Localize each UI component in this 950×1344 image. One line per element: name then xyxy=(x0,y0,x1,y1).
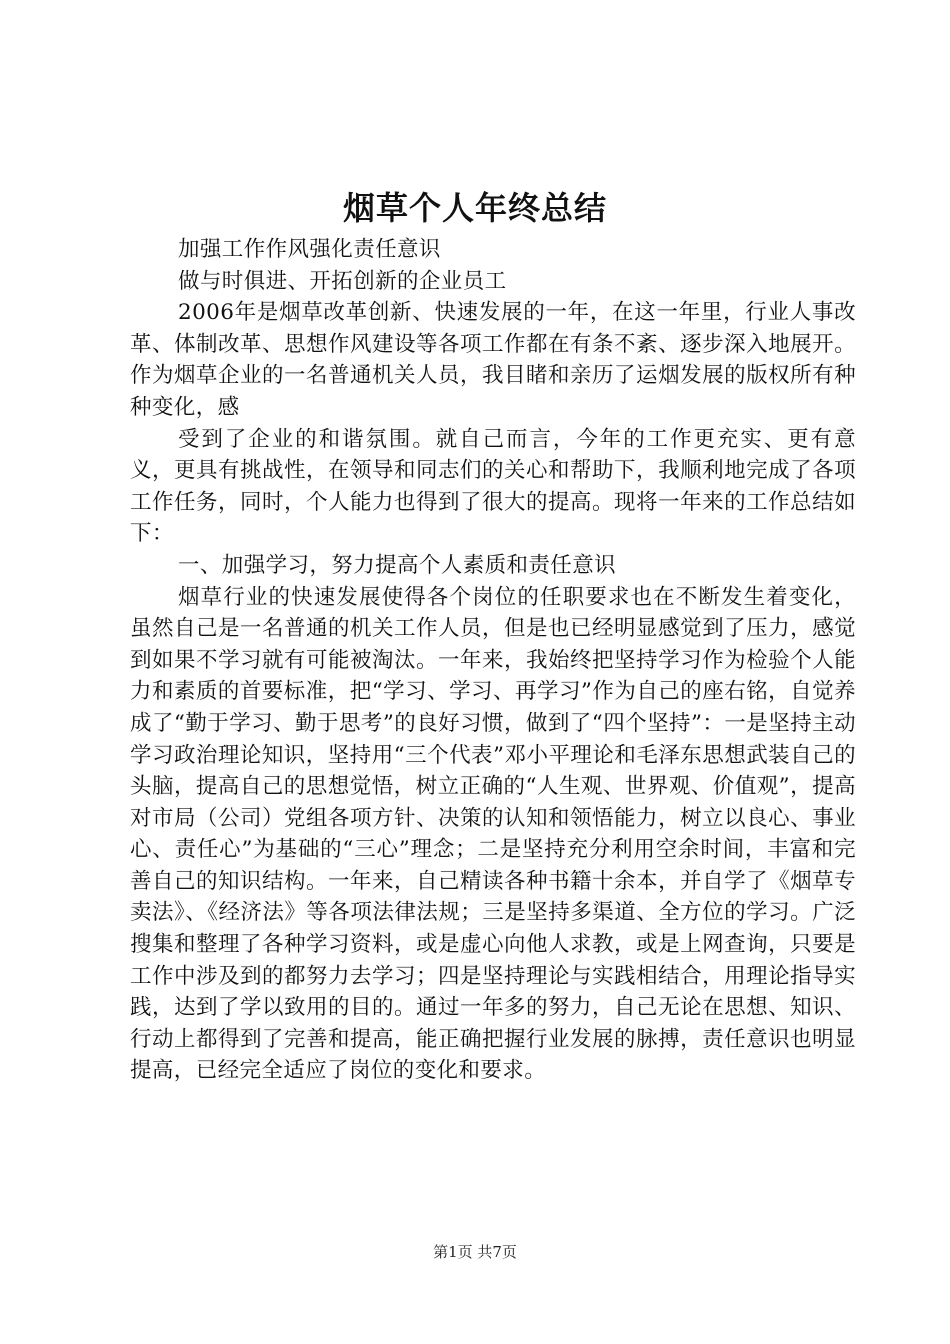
paragraph-intro: 2006年是烟草改革创新、快速发展的一年，在这一年里，行业人事改革、体制改革、思想作风建设等各项工作都在有条不紊、逐步深入地展开。作为烟草企业的一名普通机关人员，我目睹和亲历了运烟发展的版权所有种种变化，感 xyxy=(130,300,856,420)
document-body xyxy=(130,234,856,1087)
page-footer: 第1页 共7页 xyxy=(433,1243,517,1261)
paragraph-summary: 受到了企业的和谐氛围。就自己而言，今年的工作更充实、更有意义，更具有挑战性，在领导和同志们的关心和帮助下，我顺利地完成了各项工作任务，同时，个人能力也得到了很大的提高。现将一年来的工作总结如下： xyxy=(130,426,856,547)
paragraph-study: 烟草行业的快速发展使得各个岗位的任职要求也在不断发生着变化，虽然自己是一名普通的机关工作人员，但是也已经明显感觉到了压力，感觉到如果不学习就有可能被淘汰。一年来，我始终把坚持学习作为检验个人能力和素质的首要标准，把“学习、学习、再学习”作为自己的座右铭，自觉养成了“勤于学习、勤于思考”的良好习惯，做到了“四个坚持”：一是坚持主动学习政治理论知识，坚持用“三个代表”邓小平理论和毛泽东思想武装自己的头脑，提高自己的思想觉悟，树立正确的“人生观、世界观、价值观”，提高对市局（公司）党组各项方针、决策的认知和领悟能力，树立以良心、事业心、责任心”为基础的“三心”理念；二是坚持充分利用空余时间，丰富和完善自己的知识结构。一年来，自己精读各种书籍十余本，并自学了《烟草专卖法》、《经济法》等各项法律法规；三是坚持多渠道、全方位的学习。广泛搜集和整理了各种学习资料，或是虚心向他人求教，或是上网查询，只要是工作中涉及到的都努力去学习；四是坚持理论与实践相结合，用理论指导实践，达到了学以致用的目的。通过一年多的努力，自己无论在思想、知识、行动上都得到了完善和提高，能正确把握行业发展的脉搏，责任意识也明显提高，已经完全适应了岗位的变化和要求。 xyxy=(130,584,856,1084)
subtitle-line-2: 做与时俱进、开拓创新的企业员工 xyxy=(178,268,507,294)
section-heading-1: 一、加强学习，努力提高个人素质和责任意识 xyxy=(178,552,617,578)
subtitle-line-1: 加强工作作风强化责任意识 xyxy=(178,237,441,262)
document-title: 烟草个人年终总结 xyxy=(342,189,607,227)
